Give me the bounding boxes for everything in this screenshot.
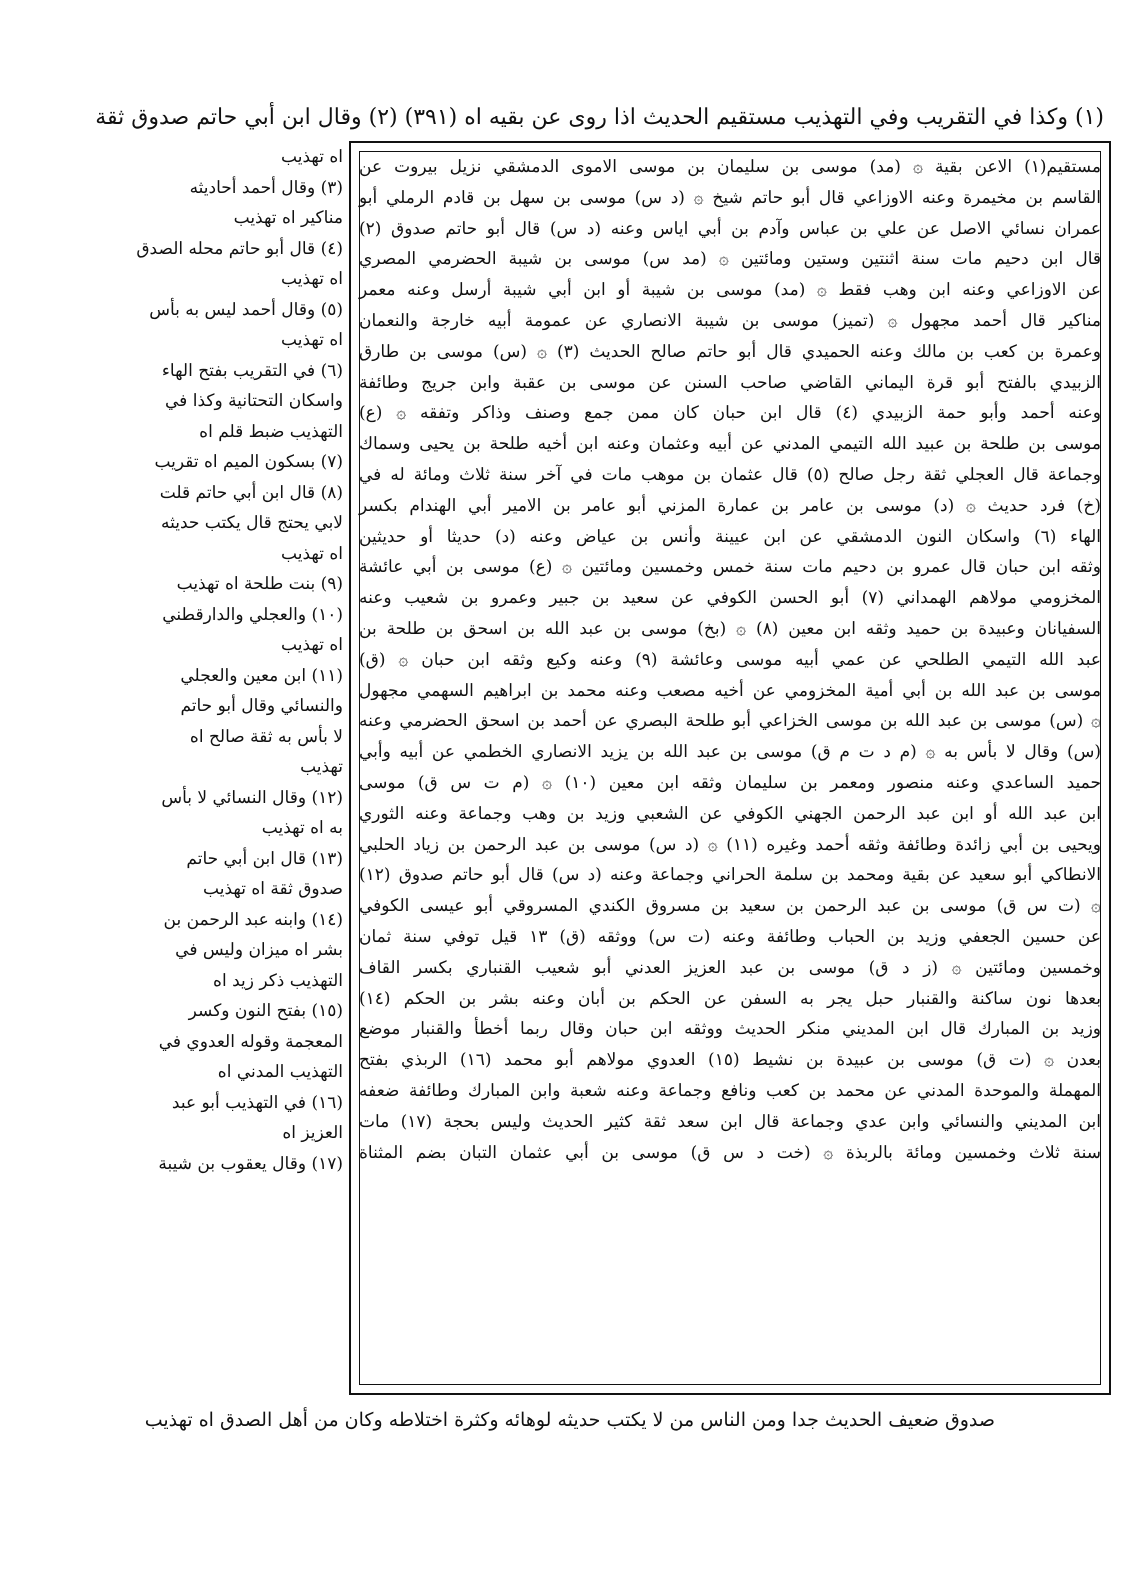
main-text-line: السفيانان وعبيدة بن حميد وثقه ابن معين (٨) ۞ (بخ) موسى بن عبد الله بن اسحق بن طلحة بن — [359, 618, 1102, 639]
margin-note-line: (٩) بنت طلحة اه تهذيب — [176, 574, 343, 594]
page-footer-note: صدوق ضعيف الحديث جدا ومن الناس من لا يكتب حديثه لوهائه وكثرة اختلاطه وكان من أهل الصدق اه تهذيب — [144, 1409, 995, 1431]
margin-note-line: (١٢) وقال النسائي لا بأس — [161, 787, 343, 808]
margin-note-line: (٤) قال أبو حاتم محله الصدق — [136, 238, 343, 259]
main-text-line: وخمسين ومائتين ۞ (ز د ق) موسى بن عبد العزيز العدني أبو شعيب القنباري بكسر القاف — [359, 957, 1101, 978]
margin-note-line: (١١) ابن معين والعجلي — [180, 665, 343, 686]
margin-note-line: به اه تهذيب — [261, 818, 343, 838]
main-text-line: مستقيم(١) الاعن بقية ۞ (مد) موسى بن سليمان بن موسى الاموى الدمشقي نزيل بيروت عن — [359, 157, 1101, 177]
main-text-line: المهملة والموحدة المدني عن محمد بن كعب ونافع وجماعة وعنه شعبة وابن المبارك وطائفة ضعفه — [359, 1080, 1101, 1101]
main-text-line: سنة ثلاث وخمسين ومائة بالربذة ۞ (خت د س ق) موسى بن أبي عثمان التبان بضم المثناة — [359, 1142, 1101, 1163]
main-text-line: (خ) فرد حديث ۞ (د) موسى بن عامر بن عمارة المزني أبو عامر بن الامير أبي الهندام بكسر — [359, 495, 1101, 516]
margin-note-line: (١٠) والعجلي والدارقطني — [162, 604, 343, 625]
main-text-line: وعنه أحمد وأبو حمة الزبيدي (٤) قال ابن حبان كان ممن جمع وصنف وذاكر وتفقه ۞ (ع) — [359, 403, 1101, 424]
margin-note-line: اه تهذيب — [281, 330, 343, 350]
margin-note-line: اه تهذيب — [281, 635, 343, 655]
margin-note-line: لابي يحتج قال يكتب حديثه — [160, 513, 343, 533]
margin-note-line: التهذيب المدني اه — [217, 1062, 343, 1082]
margin-note-line: والنسائي وقال أبو حاتم — [180, 696, 343, 716]
margin-notes-column — [138, 142, 343, 1392]
main-text-line: القاسم بن مخيمرة وعنه الاوزاعي قال أبو حاتم شيخ ۞ (د س) موسى بن سهل بن قادم الرملي أبو — [359, 187, 1101, 208]
main-text-line: عن الاوزاعي وعنه ابن وهب فقط ۞ (مد) موسى بن شيبة أو ابن أبي شيبة أرسل وعنه معمر — [359, 280, 1101, 301]
margin-note-line: (١٥) بفتح النون وكسر — [188, 1001, 343, 1021]
margin-note-line: (٦) في التقريب بفتح الهاء — [161, 360, 343, 381]
margin-note-line: (١٧) وقال يعقوب بن شيبة — [158, 1153, 343, 1174]
margin-note-line: التهذيب ذكر زيد اه — [213, 970, 343, 991]
margin-note-line: (١٣) قال ابن أبي حاتم — [186, 848, 343, 869]
main-text-line: المخزومي مولاهم الهمداني (٧) أبو الحسن الكوفي عن سعيد بن جبير وعمرو بن شعيب وعنه — [359, 588, 1101, 609]
margin-note-line: العزيز اه — [282, 1123, 343, 1143]
main-text-line: وزيد بن المبارك قال ابن المديني منكر الحديث ووثقه ابن حبان وقال ربما أخطأ والقنبار موضع — [359, 1019, 1101, 1040]
main-text-line: ويحيى بن أبي زائدة وطائفة وثقه أحمد وغيره (١١) ۞ (د س) موسى بن عبد الرحمن بن زياد الحلبي — [359, 834, 1101, 855]
margin-note-line: صدوق ثقة اه تهذيب — [203, 879, 343, 899]
main-text-line: موسى بن عبد الله بن أبي أمية المخزومي عن أخيه مصعب وعنه محمد بن ابراهيم السهمي مجهول — [359, 680, 1101, 701]
main-text-line: الهاء (٦) واسكان النون الدمشقي عن ابن عيينة وأنس بن عياض وعنه (د) حديثا أو حديثين — [359, 526, 1101, 547]
margin-note-line: اه تهذيب — [281, 269, 343, 289]
main-text-line: ابن المديني والنسائي وابن عدي وجماعة قال ابن سعد ثقة كثير الحديث وليس بحجة (١٧) مات — [359, 1111, 1101, 1132]
main-text-body — [359, 152, 1101, 1384]
margin-note-line: (٣) وقال أحمد أحاديثه — [189, 177, 343, 198]
main-text-line: ۞ (س) موسى بن عبد الله بن موسى الخزاعي أبو طلحة البصري عن أحمد بن اسحق الحضرمي وعنه — [359, 711, 1101, 732]
main-text-line: الانطاكي أبو سعيد عن بقية ومحمد بن سلمة الحراني وجماعة وعنه (د س) قال أبو حاتم صدوق (١٢) — [359, 865, 1101, 886]
margin-note-line: اه تهذيب — [281, 147, 343, 167]
margin-note-line: (١٦) في التهذيب أبو عبد — [171, 1092, 343, 1113]
margin-note-line: (٨) قال ابن أبي حاتم قلت — [159, 482, 343, 503]
main-text-line: وعمرة بن كعب بن مالك وعنه الحميدي قال أبو حاتم صالح الحديث (٣) ۞ (س) موسى بن طارق — [359, 341, 1101, 362]
page-header-footnotes: (١) وكذا في التقريب وفي التهذيب مستقيم الحديث اذا روى عن بقيه اه (٣٩١) (٢) وقال ابن أبي حاتم صدوق ثقة — [95, 105, 1104, 130]
main-text-line: مناكير قال أحمد مجهول ۞ (تميز) موسى بن شيبة الانصاري عن عمومة أبيه خارجة والنعمان — [359, 310, 1101, 331]
main-text-line: الزبيدي بالفتح أبو قرة اليماني القاضي صاحب السنن عن موسى بن عقبة وابن جريج وطائفة — [359, 372, 1101, 393]
main-text-line: بعدن ۞ (ت ق) موسى بن عبيدة بن نشيط (١٥) العدوي مولاهم أبو محمد (١٦) الربذي بفتح — [359, 1050, 1101, 1071]
margin-note-line: مناكير اه تهذيب — [233, 208, 343, 228]
margin-note-line: بشر اه ميزان وليس في — [175, 940, 343, 960]
main-text-line: وثقه ابن حبان قال عمرو بن دحيم مات سنة خمس وخمسين ومائتين ۞ (ع) موسى بن أبي عائشة — [359, 557, 1101, 578]
margin-note-line: (٧) بسكون الميم اه تقريب — [154, 452, 343, 472]
margin-note-line: (١٤) وابنه عبد الرحمن بن — [163, 909, 343, 930]
margin-note-line: واسكان التحتانية وكذا في — [165, 391, 343, 411]
main-text-line: قال ابن دحيم مات سنة اثنتين وستين ومائتين ۞ (مد س) موسى بن شيبة الحضرمي المصري — [359, 249, 1101, 270]
main-text-line: موسى بن طلحة بن عبيد الله التيمي المدني عن أبيه وعثمان وعنه ابن أخيه طلحة بن يحيى وسماك — [359, 434, 1101, 455]
main-text-line: بعدها نون ساكنة والقنبار حبل يجر به السفن عن الحكم بن أبان وعنه بشر بن الحكم (١٤) — [359, 988, 1101, 1009]
main-text-line: عن حسين الجعفي وزيد بن الحباب وطائفة وعنه (ت س) ووثقه (ق) ١٣ قيل توفي سنة ثمان — [359, 926, 1101, 947]
margin-note-line: لا بأس به ثقة صالح اه — [189, 726, 343, 747]
main-text-line: عمران نسائي الاصل عن علي بن عباس وآدم بن أبي اياس وعنه (د س) قال أبو حاتم صدوق (٢) — [359, 218, 1101, 239]
main-text-line: ابن عبد الله أو ابن عبد الرحمن الجهني الكوفي عن الشعبي وزيد بن وهب وجماعة وعنه الثوري — [359, 803, 1101, 824]
margin-note-line: اه تهذيب — [281, 543, 343, 564]
main-text-line: (س) وقال لا بأس به ۞ (م د ت م ق) موسى بن عبد الله بن يزيد الانصاري الخطمي عن أبيه وأبي — [359, 742, 1101, 763]
margin-note-line: (٥) وقال أحمد ليس به بأس — [149, 299, 343, 320]
main-text-line: وجماعة قال العجلي ثقة رجل صالح (٥) قال عثمان بن موهب مات في آخر سنة ثلاث ومائة له في — [359, 464, 1101, 485]
main-text-line: ۞ (ت س ق) موسى بن عبد الرحمن بن سعيد بن مسروق الكندي المسروقي أبو عيسى الكوفي — [359, 896, 1101, 917]
main-text-line: حميد الساعدي وعنه منصور ومعمر بن سليمان وثقه ابن معين (١٠) ۞ (م ت س ق) موسى — [359, 772, 1101, 793]
main-text-line: عبد الله التيمي الطلحي عن عمي أبيه موسى وعائشة (٩) وعنه وكيع وثقه ابن حبان ۞ (ق) — [359, 649, 1101, 670]
margin-note-line: التهذيب ضبط قلم اه — [199, 421, 343, 442]
margin-note-line: المعجمة وقوله العدوي في — [158, 1031, 343, 1052]
margin-note-line: تهذيب — [300, 757, 343, 777]
